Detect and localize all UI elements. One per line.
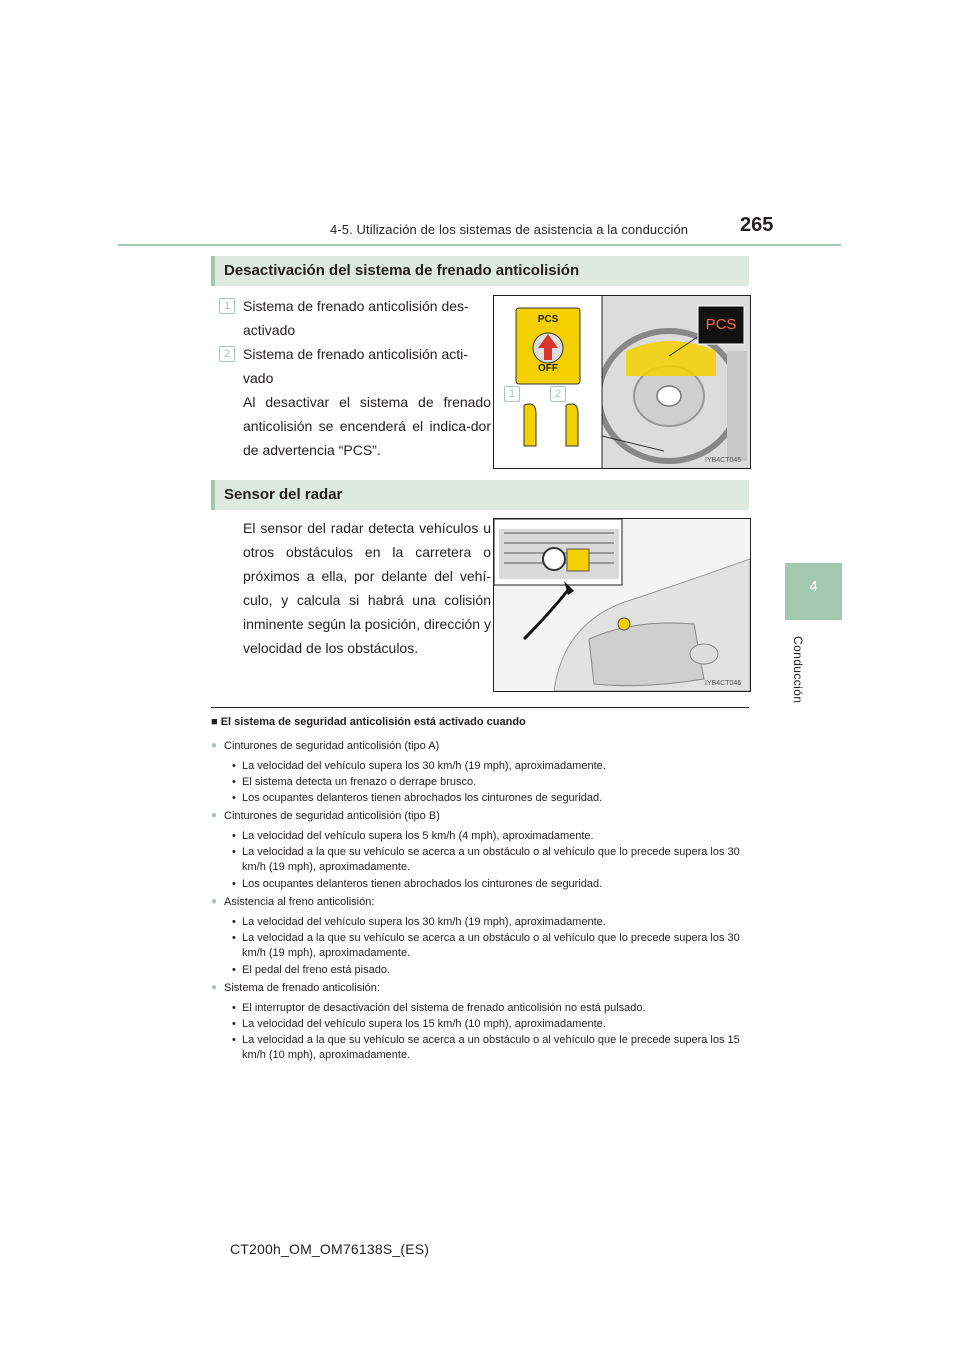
notes-group-title: ● Cinturones de seguridad anticolisión (tipo A) <box>224 740 439 752</box>
section-heading-bar <box>211 480 749 510</box>
item-text-2: Sistema de frenado anticolisión acti-vado <box>243 346 468 386</box>
section-heading-stripe <box>211 480 215 510</box>
figure-id: IYB4CT046 <box>705 680 742 687</box>
section-title: Desactivación del sistema de frenado anticolisión <box>224 262 580 279</box>
chapter-label-text: Conducción <box>791 636 805 704</box>
notes-bullet: • Los ocupantes delanteros tienen abrochados los cinturones de seguridad. <box>232 878 603 890</box>
switch-label-pcs: PCS <box>537 314 559 325</box>
notes-group-title: ● Sistema de frenado anticolisión: <box>224 982 380 994</box>
chapter-number: 4 <box>809 578 818 595</box>
notes-bullet: • El sistema detecta un frenazo o derrape brusco. <box>232 776 477 788</box>
notes-square-icon: ■ <box>211 716 218 728</box>
figure-radar-sensor <box>493 518 751 692</box>
section-title: Sensor del radar <box>224 486 343 503</box>
figure-id: IYB4CT045 <box>705 457 742 464</box>
notes-heading-text: El sistema de seguridad anticolisión está activado cuando <box>220 716 526 728</box>
section-heading-stripe <box>211 256 215 286</box>
switch-label-off: OFF <box>538 363 558 374</box>
header-rule <box>118 244 841 246</box>
notes-bullet: • El interruptor de desactivación del sistema de frenado anticolisión no está pulsado. <box>232 1002 646 1014</box>
notes-bullet: • La velocidad del vehículo supera los 30 km/h (19 mph), aproximadamente. <box>232 916 606 928</box>
item-number-2: 2 <box>219 346 235 362</box>
running-header: 4-5. Utilización de los sistemas de asistencia a la conducción <box>330 222 689 237</box>
page-number: 265 <box>740 214 774 236</box>
notes-bullet: • La velocidad a la que su vehículo se acerca a un obstáculo o al vehículo que lo precede supera los 30 km/h (19 mph), aproximadamente. <box>232 846 740 873</box>
pcs-indicator: PCS <box>705 316 737 333</box>
figure-callout-2: 2 <box>550 386 566 402</box>
notes-bullet: • La velocidad del vehículo supera los 5 km/h (4 mph), aproximadamente. <box>232 830 594 842</box>
figure-pcs-switch <box>493 295 751 469</box>
notes-group-title: ● Asistencia al freno anticolisión: <box>224 896 374 908</box>
figure-radar-illustration <box>494 519 750 691</box>
section1-paragraph: Al desactivar el sistema de frenado anticolisión se encenderá el indica-dor de advertencia “PCS”. <box>243 394 491 458</box>
notes-bullet: • La velocidad del vehículo supera los 15 km/h (10 mph), aproximadamente. <box>232 1018 606 1030</box>
notes-bullet: • La velocidad a la que su vehículo se acerca a un obstáculo o al vehículo que lo precede supera los 30 km/h (19 mph), aproximadamente. <box>232 932 740 959</box>
notes-bullet: • La velocidad a la que su vehículo se acerca a un obstáculo o al vehículo que le precede supera los 15 km/h (10 mph), aproximadamente. <box>232 1034 740 1061</box>
notes-rule <box>211 707 749 708</box>
notes-group-title: ● Cinturones de seguridad anticolisión (tipo B) <box>224 810 440 822</box>
notes-bullet: • Los ocupantes delanteros tienen abrochados los cinturones de seguridad. <box>232 792 603 804</box>
notes-bullet: • La velocidad del vehículo supera los 30 km/h (19 mph), aproximadamente. <box>232 760 606 772</box>
footer-code: CT200h_OM_OM76138S_(ES) <box>230 1241 430 1257</box>
notes-bullet: • El pedal del freno está pisado. <box>232 964 390 976</box>
section-heading-bar <box>211 256 749 286</box>
chapter-label <box>791 636 805 716</box>
section2-paragraph: El sensor del radar detecta vehículos u otros obstáculos en la carretera o próximos a ella, por delante del vehí-culo, y calcula si habrá una colisión inminente según la posición, dirección y velocidad de los obstáculos. <box>243 520 491 656</box>
item-text-1: Sistema de frenado anticolisión des-activado <box>243 298 469 338</box>
item-number-1: 1 <box>219 298 235 314</box>
figure-callout-1: 1 <box>504 386 520 402</box>
notes-heading <box>211 716 526 728</box>
